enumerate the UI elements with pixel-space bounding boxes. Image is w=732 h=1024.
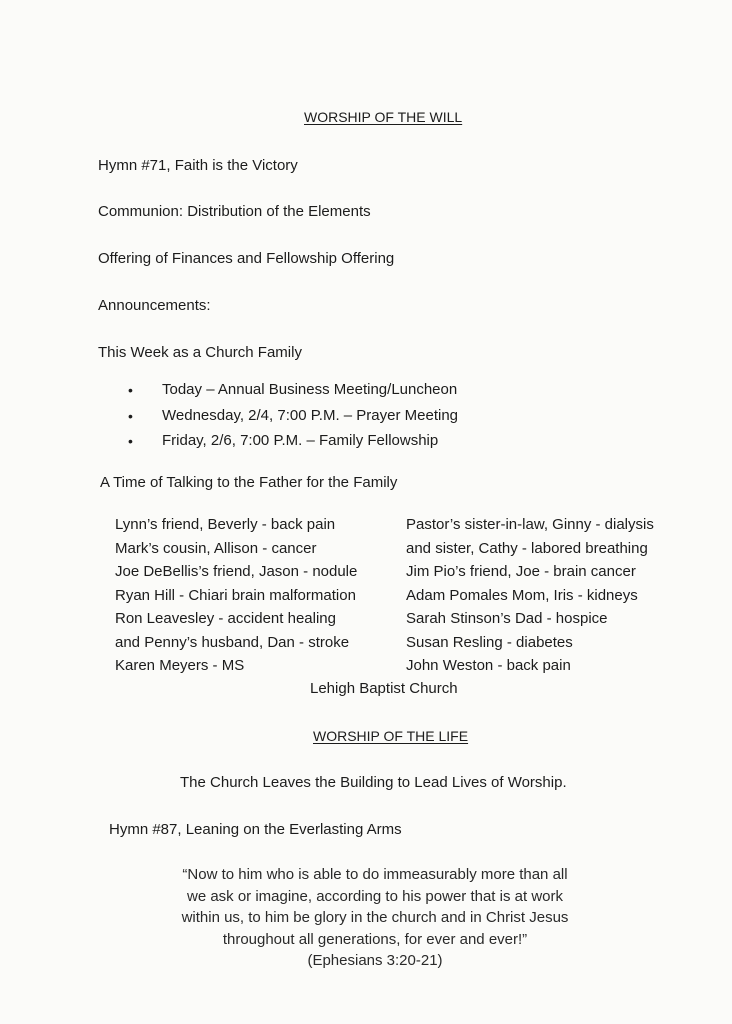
list-item: Ron Leavesley - accident healing xyxy=(115,610,336,627)
quote-line: throughout all generations, for ever and ever!” xyxy=(222,930,528,948)
list-item: and sister, Cathy - labored breathing xyxy=(406,539,648,557)
hymn-line: Hymn #71, Faith is the Victory xyxy=(98,157,298,174)
list-item: Susan Resling - diabetes xyxy=(406,633,573,651)
announcements-label: Announcements: xyxy=(98,297,211,314)
quote-line: “Now to him who is able to do immeasurably more than all xyxy=(182,866,568,883)
list-item: Jim Pio’s friend, Joe - brain cancer xyxy=(406,563,636,580)
scripture-reference: (Ephesians 3:20-21) xyxy=(307,952,443,969)
closing-hymn-line: Hymn #87, Leaning on the Everlasting Arms xyxy=(109,821,402,838)
communion-line: Communion: Distribution of the Elements xyxy=(98,203,371,220)
list-item: • Today – Annual Business Meeting/Luncheon xyxy=(128,381,458,407)
list-item: • Wednesday, 2/4, 7:00 P.M. – Prayer Meeting xyxy=(128,407,458,433)
list-item: Adam Pomales Mom, Iris - kidneys xyxy=(406,586,638,604)
list-item: Joe DeBellis’s friend, Jason - nodule xyxy=(115,563,358,580)
prayer-heading: A Time of Talking to the Father for the Family xyxy=(100,474,398,491)
quote-line: we ask or imagine, according to his power that is at work xyxy=(186,887,563,905)
list-item: Karen Meyers - MS xyxy=(115,657,245,674)
events-list xyxy=(128,381,458,458)
quote-line: within us, to him be glory in the church and in Christ Jesus xyxy=(181,909,569,926)
tagline: The Church Leaves the Building to Lead Lives of Worship. xyxy=(180,774,567,791)
list-item: Sarah Stinson’s Dad - hospice xyxy=(406,610,608,627)
list-item: Ryan Hill - Chiari brain malformation xyxy=(115,586,356,604)
church-name: Lehigh Baptist Church xyxy=(310,680,458,697)
list-item: Pastor’s sister-in-law, Ginny - dialysis xyxy=(406,516,654,533)
offering-line: Offering of Finances and Fellowship Offering xyxy=(98,250,395,267)
list-item: • Friday, 2/6, 7:00 P.M. – Family Fellowship xyxy=(128,432,458,458)
list-item: and Penny’s husband, Dan - stroke xyxy=(115,633,350,651)
list-item: Mark’s cousin, Allison - cancer xyxy=(115,539,317,557)
scripture-quote xyxy=(150,864,600,972)
prayer-list-right xyxy=(406,516,654,681)
prayer-list-left xyxy=(115,516,357,681)
list-item: Lynn’s friend, Beverly - back pain xyxy=(115,516,336,533)
list-item: John Weston - back pain xyxy=(406,657,571,674)
week-heading: This Week as a Church Family xyxy=(98,344,302,361)
section-heading-life: WORSHIP OF THE LIFE xyxy=(313,728,469,744)
section-heading-will: WORSHIP OF THE WILL xyxy=(304,109,463,125)
